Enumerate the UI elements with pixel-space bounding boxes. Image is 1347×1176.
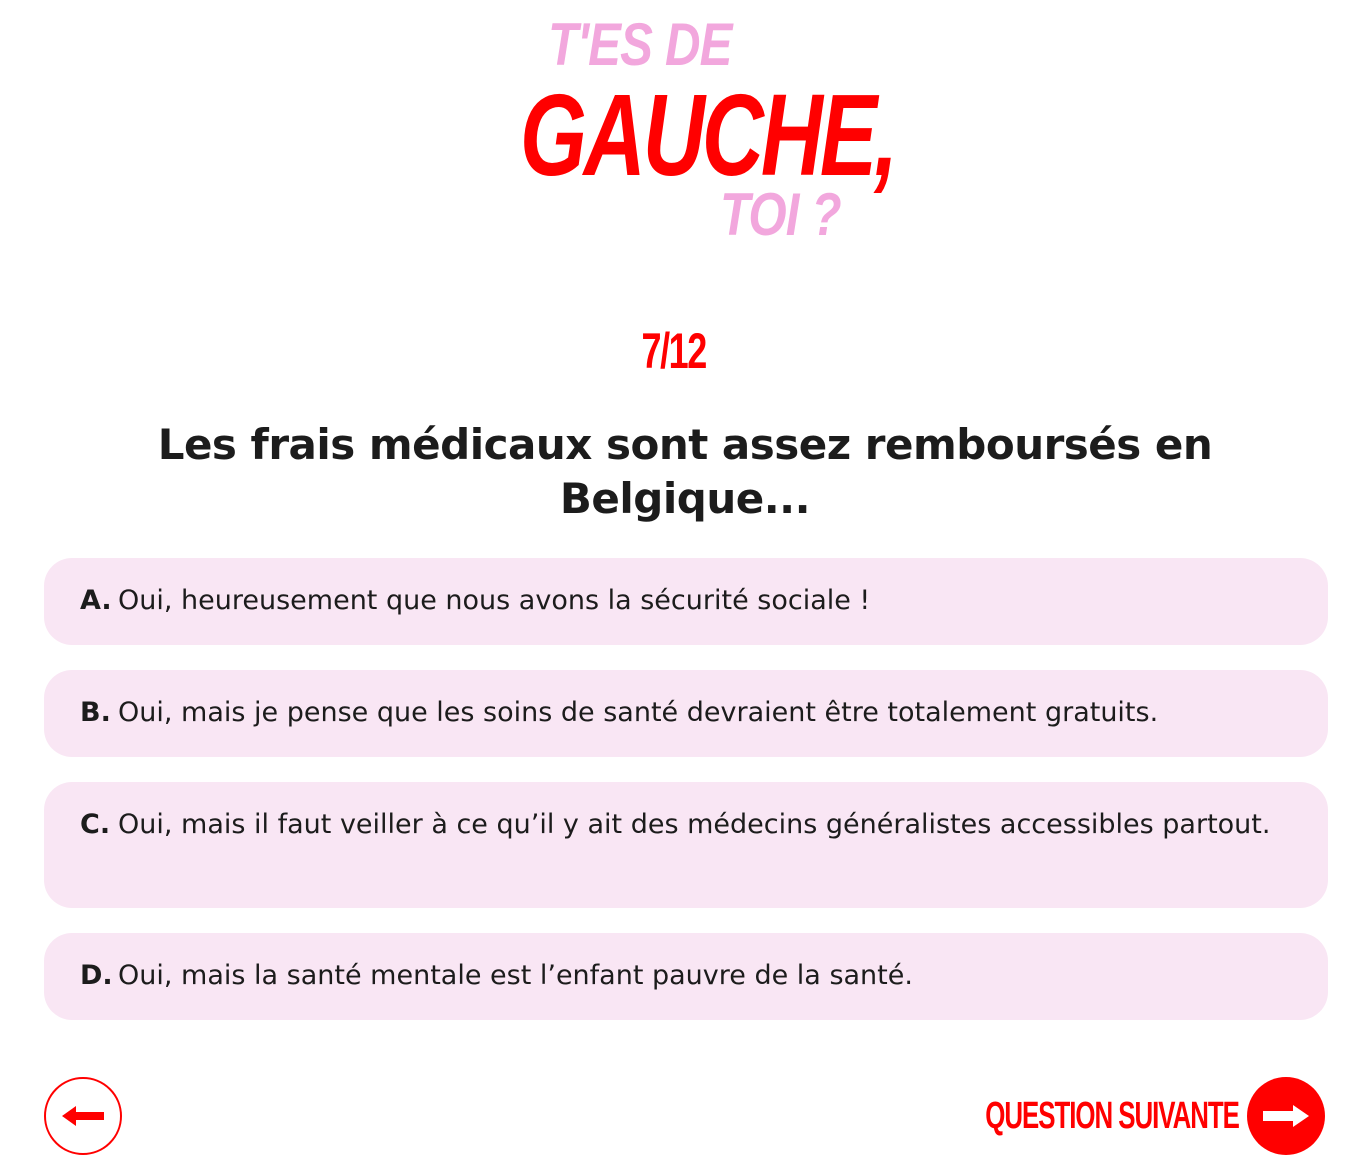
question-title: Les frais médicaux sont assez remboursés en Belgique... xyxy=(157,420,1213,523)
next-question-label: QUESTION SUIVANTE xyxy=(985,1094,1239,1137)
question-progress xyxy=(0,322,1347,380)
answer-text: Oui, mais je pense que les soins de santé devraient être totalement gratuits. xyxy=(118,697,1159,728)
answer-text: Oui, mais il faut veiller à ce qu’il y ait des médecins généralistes accessibles partout. xyxy=(118,809,1271,840)
logo-line-top: T'ES DE xyxy=(548,11,732,78)
answer-option-c[interactable] xyxy=(44,782,1328,908)
answer-option-a[interactable] xyxy=(44,558,1328,645)
answer-list xyxy=(44,558,1328,1045)
answer-letter: C. xyxy=(80,809,111,840)
answer-text: Oui, heureusement que nous avons la sécurité sociale ! xyxy=(118,585,871,616)
next-question-button[interactable] xyxy=(866,1077,1325,1155)
answer-option-b[interactable] xyxy=(44,670,1328,757)
question-progress-label: 7/12 xyxy=(641,323,706,379)
answer-text: Oui, mais la santé mentale est l’enfant pauvre de la santé. xyxy=(118,960,913,991)
logo-line-bottom: TOI ? xyxy=(720,181,841,248)
arrow-right-icon xyxy=(1247,1077,1325,1155)
arrow-left-icon xyxy=(46,1079,120,1153)
answer-option-d[interactable] xyxy=(44,933,1328,1020)
answer-letter: B. xyxy=(80,697,111,728)
answer-letter: A. xyxy=(80,585,112,616)
next-question-circle[interactable] xyxy=(1247,1077,1325,1155)
site-logo xyxy=(0,0,1347,260)
answer-letter: D. xyxy=(80,960,113,991)
previous-question-button[interactable] xyxy=(44,1077,122,1155)
logo-line-middle: GAUCHE, xyxy=(520,70,896,200)
